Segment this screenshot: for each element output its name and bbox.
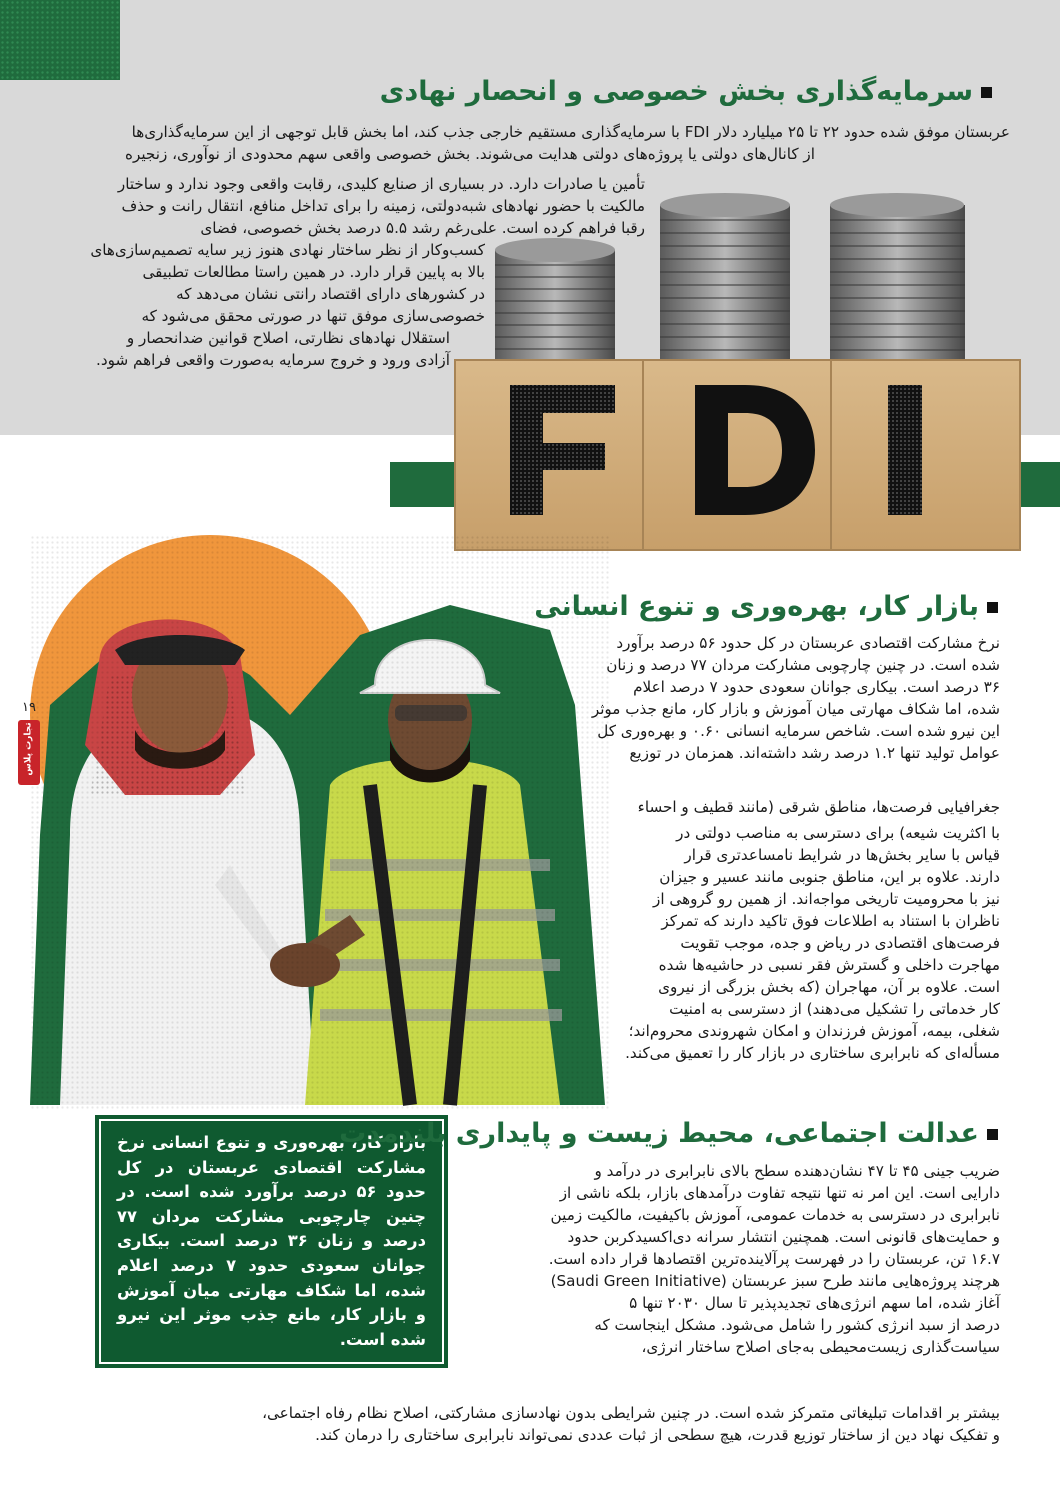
text-line: آغاز شده، اما سهم انرژی‌های تجدیدپذیر تا سال ۲۰۳۰ تنها ۵ — [629, 1294, 1000, 1312]
section-paragraph — [580, 822, 1000, 1064]
text-line: مالکیت با حضور نهادهای شبه‌دولتی، زمینه را برای تداخل منافع، انتقال رانت و حذف — [121, 197, 645, 215]
fdi-label: FDI — [453, 195, 455, 196]
text-line: بیشتر بر اقدامات تبلیغاتی متمرکز شده است. در چنین شرایطی بدون نهادسازی مشارکتی، اصلاح نظام رفاه اجتماعی، — [262, 1404, 1000, 1422]
text-line: است. علاوه بر آن، مهاجران (که بخش بزرگی از نیروی — [658, 978, 1000, 996]
text-line: نیز با محرومیت تاریخی مواجه‌اند. از همین رو گروهی از — [653, 890, 1000, 908]
coin-stack — [660, 193, 790, 370]
text-line: کار خدماتی را تشکیل می‌دهند) از دسترسی به امنیت — [669, 1000, 1000, 1018]
text-line: دارند. علاوه بر این، مناطق جنوبی مانند عسیر و جیزان — [659, 868, 1000, 886]
text-line: هرچند پروژه‌هایی مانند طرح سبز عربستان (Saudi Green Initiative) — [550, 1272, 1000, 1290]
text-line: درصد از سبد انرژی کشور را شامل می‌شود. مشکل اینجاست که — [594, 1316, 1000, 1334]
text-line: شغلی، بیمه، آموزش فرزندان و امکان شهروندی محروم‌اند؛ — [628, 1022, 1000, 1040]
text-line: فرصت‌های اقتصادی در ریاض و جده، موجب تقویت — [680, 934, 1000, 952]
section-heading: بازار کار، بهره‌وری و تنوع انسانی — [534, 591, 998, 622]
bullet-square-icon — [981, 87, 992, 98]
text-line: شده است. در چنین چارچوبی مشارکت مردان ۷۷ درصد و زنان — [606, 656, 1000, 674]
text-line: قیاس با سایر بخش‌ها در شرایط نامساعدتری قرار — [684, 846, 1000, 864]
green-corner-decoration — [0, 0, 120, 80]
text-line: دارایی است. این امر نه تنها نتیجه تفاوت درآمدهای بازار، بلکه ناشی از — [559, 1184, 1000, 1202]
section-paragraph — [545, 796, 1000, 818]
wood-block — [831, 360, 1020, 550]
text-line: نابرابری در دسترسی به خدمات عمومی، آموزش باکیفیت، مالکیت زمین — [550, 1206, 1000, 1224]
text-line: این نیرو شده است. شاخص سرمایه انسانی ۰.۶۰ و بهره‌وری کل — [597, 722, 1000, 740]
fdi-coins-image — [455, 195, 1020, 550]
text-line: کسب‌وکار از نظر ساختار نهادی هنوز زیر سایه تصمیم‌سازی‌های — [90, 241, 485, 259]
text-line: سیاست‌گذاری زیست‌محیطی به‌جای اصلاح ساختار انرژی، — [641, 1338, 1000, 1356]
text-line: مسأله‌ای که نابرابری ساختاری در بازار کار را تعمیق می‌کند. — [625, 1044, 1000, 1062]
text-line: شده، اما شکاف مهارتی میان آموزش و بازار کار، مانع جذب موثر — [591, 700, 1000, 718]
magazine-logo-tag — [18, 720, 40, 785]
section-paragraph — [60, 1402, 1000, 1446]
coin-stack — [830, 193, 965, 370]
bullet-square-icon — [987, 1129, 998, 1140]
text-line: عربستان موفق شده حدود ۲۲ تا ۲۵ میلیارد دلار FDI با سرمایه‌گذاری مستقیم خارجی جذب کند، اما بخش قابل توجهی از این سرمایه‌گذاری‌ها — [131, 123, 1010, 141]
text-line: و تفکیک نهاد دین از ساختار توزیع قدرت، هیچ سطحی از ثبات عددی نمی‌تواند نابرابری ساختاری را درمان کند. — [315, 1426, 1000, 1444]
text-line: در کشورهای دارای اقتصاد رانتی نشان می‌دهد که — [176, 285, 485, 303]
section-heading: سرمایه‌گذاری بخش خصوصی و انحصار نهادی — [380, 76, 992, 107]
handshake-photo — [30, 535, 610, 1110]
section-paragraph — [455, 1160, 1000, 1358]
section-paragraph — [65, 239, 485, 327]
section-paragraph — [50, 143, 815, 165]
text-line: عوامل تولید تنها ۱.۲ درصد رشد داشته‌اند. همزمان در توزیع — [629, 744, 1000, 762]
text-line: جغرافیایی فرصت‌ها، مناطق شرقی (مانند قطیف و احساء — [637, 798, 1000, 816]
text-line: ۱۶.۷ تن، عربستان را در فهرست پرآلاینده‌ترین اقتصادها قرار داده است. — [548, 1250, 1000, 1268]
text-line: و حمایت‌های قانونی است. همچنین انتشار سرانه دی‌اکسیدکربن حدود — [567, 1228, 1000, 1246]
text-line: خصوصی‌سازی موفق تنها در صورتی محقق می‌شود که — [141, 307, 485, 325]
text-line: نرخ مشارکت اقتصادی عربستان در کل حدود ۵۶ درصد برآورد — [616, 634, 1000, 652]
bullet-square-icon — [987, 602, 998, 613]
section-paragraph — [515, 632, 1000, 764]
text-line: آزادی ورود و خروج سرمایه به‌صورت واقعی فراهم شود. — [96, 351, 450, 369]
section-heading: عدالت اجتماعی، محیط زیست و پایداری بلندمدت — [339, 1118, 998, 1149]
pull-quote-box — [95, 1115, 448, 1368]
text-line: ضریب جینی ۴۵ تا ۴۷ نشان‌دهنده سطح بالای نابرابری در درآمد و — [594, 1162, 1000, 1180]
text-line: با اکثریت شیعه) برای دسترسی به مناصب دولتی در — [676, 824, 1000, 842]
text-line: استقلال نهادهای نظارتی، اصلاح قوانین ضدانحصار و — [126, 329, 450, 347]
section-paragraph — [65, 327, 450, 371]
section-paragraph — [50, 121, 1010, 143]
page-number: ۱۹ — [22, 700, 36, 715]
pull-quote-text: بازار کار، بهره‌وری و تنوع انسانی نرخ مشارکت اقتصادی عربستان در کل حدود ۵۶ درصد برآورد شده است. در چنین چارچوبی مشارکت مردان ۷۷ درصد و زنان ۳۶ درصد است. بیکاری جوانان سعودی حدود ۷ درصد اعلام شده، اما شکاف مهارتی میان آموزش و بازار کار، مانع جذب موثر این نیرو شده است. — [117, 1133, 426, 1349]
text-line: رقبا فراهم کرده است. علی‌رغم رشد ۵.۵ درصد بخش خصوصی، فضای — [200, 219, 645, 237]
text-line: مهاجرت داخلی و گسترش فقر نسبی در حاشیه‌ها شده — [658, 956, 1000, 974]
text-line: بالا به پایین قرار دارد. در همین راستا مطالعات تطبیقی — [142, 263, 485, 281]
magazine-logo-text: تجارت پلاس — [23, 722, 34, 776]
text-line: ناظران با استناد به اطلاعات فوق تاکید دارند که تمرکز — [661, 912, 1000, 930]
text-line: از کانال‌های دولتی یا پروژه‌های دولتی هدایت می‌شوند. بخش خصوصی واقعی سهم محدودی از نوآوری، زنجیره — [125, 145, 815, 163]
text-line: ۳۶ درصد است. بیکاری جوانان سعودی حدود ۷ درصد اعلام — [633, 678, 1000, 696]
green-bar-decoration — [390, 462, 460, 507]
text-line: تأمین یا صادرات دارد. در بسیاری از صنایع کلیدی، رقابت واقعی وجود ندارد و ساختار — [117, 175, 645, 193]
coin-stack — [495, 238, 615, 370]
